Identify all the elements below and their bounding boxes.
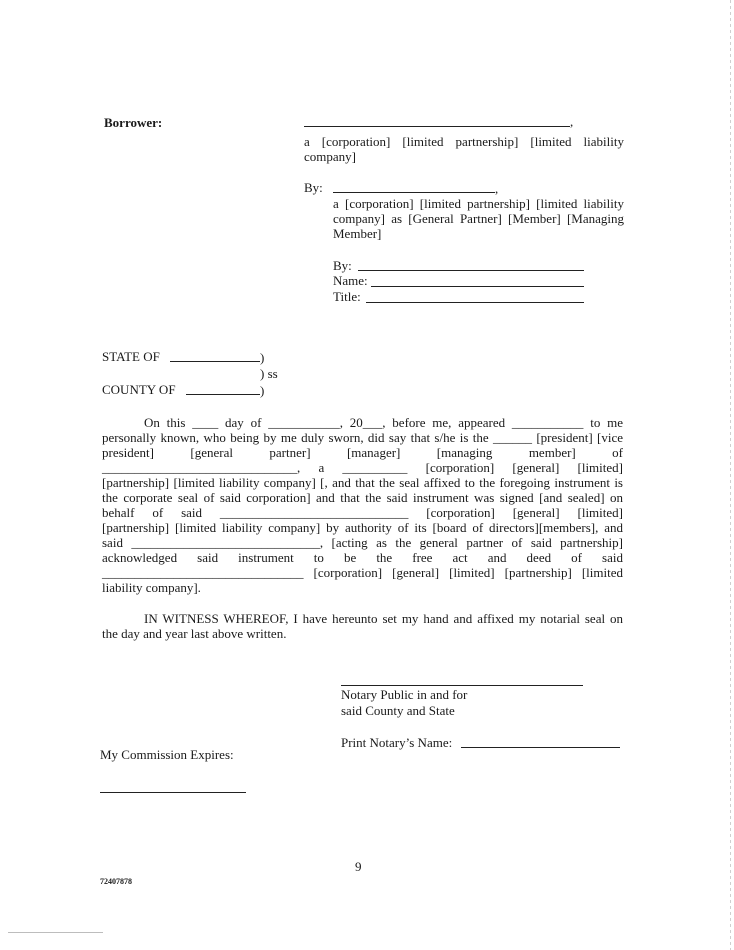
acknowledgment-line: personally known, who being by me duly sworn, did say that s/he is the ______ [president] [vice: [102, 430, 623, 445]
by-label: By:: [304, 180, 323, 195]
by-comma: ,: [495, 181, 499, 196]
acknowledgment-line: [partnership] [limited liability company] by authority of its [board of directors][members], and: [102, 520, 623, 535]
acknowledgment-line: behalf of said _____________________________ [corporation] [general] [limited]: [102, 505, 623, 520]
notary-line1: Notary Public in and for: [341, 687, 468, 702]
title-label: Title:: [333, 289, 361, 304]
state-line[interactable]: [170, 361, 260, 362]
doc-id: 72407878: [100, 877, 132, 886]
acknowledgment-line: the corporate seal of said corporation] and that the said instrument was signed [and sealed] on: [102, 490, 623, 505]
borrower-entity-types-line1: a [corporation] [limited partnership] [limited liability: [304, 134, 624, 149]
scan-bottom-artifact: [8, 932, 103, 933]
name-line[interactable]: [371, 286, 584, 287]
partner-types-line1: a [corporation] [limited partnership] [limited liability: [333, 196, 624, 211]
county-line[interactable]: [186, 394, 260, 395]
acknowledgment-line: president] [general partner] [manager] [managing member] of: [102, 445, 623, 460]
county-label: COUNTY OF: [102, 382, 176, 397]
title-line[interactable]: [366, 302, 584, 303]
acknowledgment-line: On this ____ day of ___________, 20___, before me, appeared ___________ to me: [144, 415, 623, 430]
witness-line1: IN WITNESS WHEREOF, I have hereunto set my hand and affixed my notarial seal on: [144, 611, 623, 626]
borrower-entity-types-line2: company]: [304, 149, 356, 164]
name-label: Name:: [333, 273, 368, 288]
state-paren: ): [260, 350, 265, 365]
page-number: 9: [355, 859, 362, 874]
acknowledgment-line: [partnership] [limited liability company] [, and that the seal affixed to the foregoing instrument is: [102, 475, 623, 490]
notary-signature-line[interactable]: [341, 685, 583, 686]
borrower-label: Borrower:: [104, 115, 163, 130]
by2-label: By:: [333, 258, 352, 273]
borrower-entity-comma: ,: [570, 114, 574, 129]
partner-types-line3: Member]: [333, 226, 382, 241]
acknowledgment-line: liability company].: [102, 580, 201, 595]
acknowledgment-line: said _____________________________, [acting as the general partner of said partnership]: [102, 535, 623, 550]
scan-edge-artifact: [730, 0, 731, 950]
print-notary-name-label: Print Notary’s Name:: [341, 735, 453, 750]
commission-line[interactable]: [100, 792, 246, 793]
witness-line2: the day and year last above written.: [102, 626, 287, 641]
by2-signature-line[interactable]: [358, 270, 584, 271]
ss-label: ) ss: [260, 366, 278, 381]
print-notary-name-line[interactable]: [461, 747, 620, 748]
acknowledgment-line: acknowledged said instrument to be the free act and deed of said: [102, 550, 623, 565]
acknowledgment-line: ______________________________, a __________ [corporation] [general] [limited]: [102, 460, 623, 475]
partner-types-line2: company] as [General Partner] [Member] [Managing: [333, 211, 624, 226]
commission-label: My Commission Expires:: [100, 747, 234, 762]
by-signature-line[interactable]: [333, 192, 495, 193]
county-paren: ): [260, 383, 265, 398]
notary-line2: said County and State: [341, 703, 455, 718]
borrower-entity-name-line[interactable]: [304, 126, 570, 127]
acknowledgment-line: _______________________________ [corporation] [general] [limited] [partnership] [limited: [102, 565, 623, 580]
state-label: STATE OF: [102, 349, 160, 364]
